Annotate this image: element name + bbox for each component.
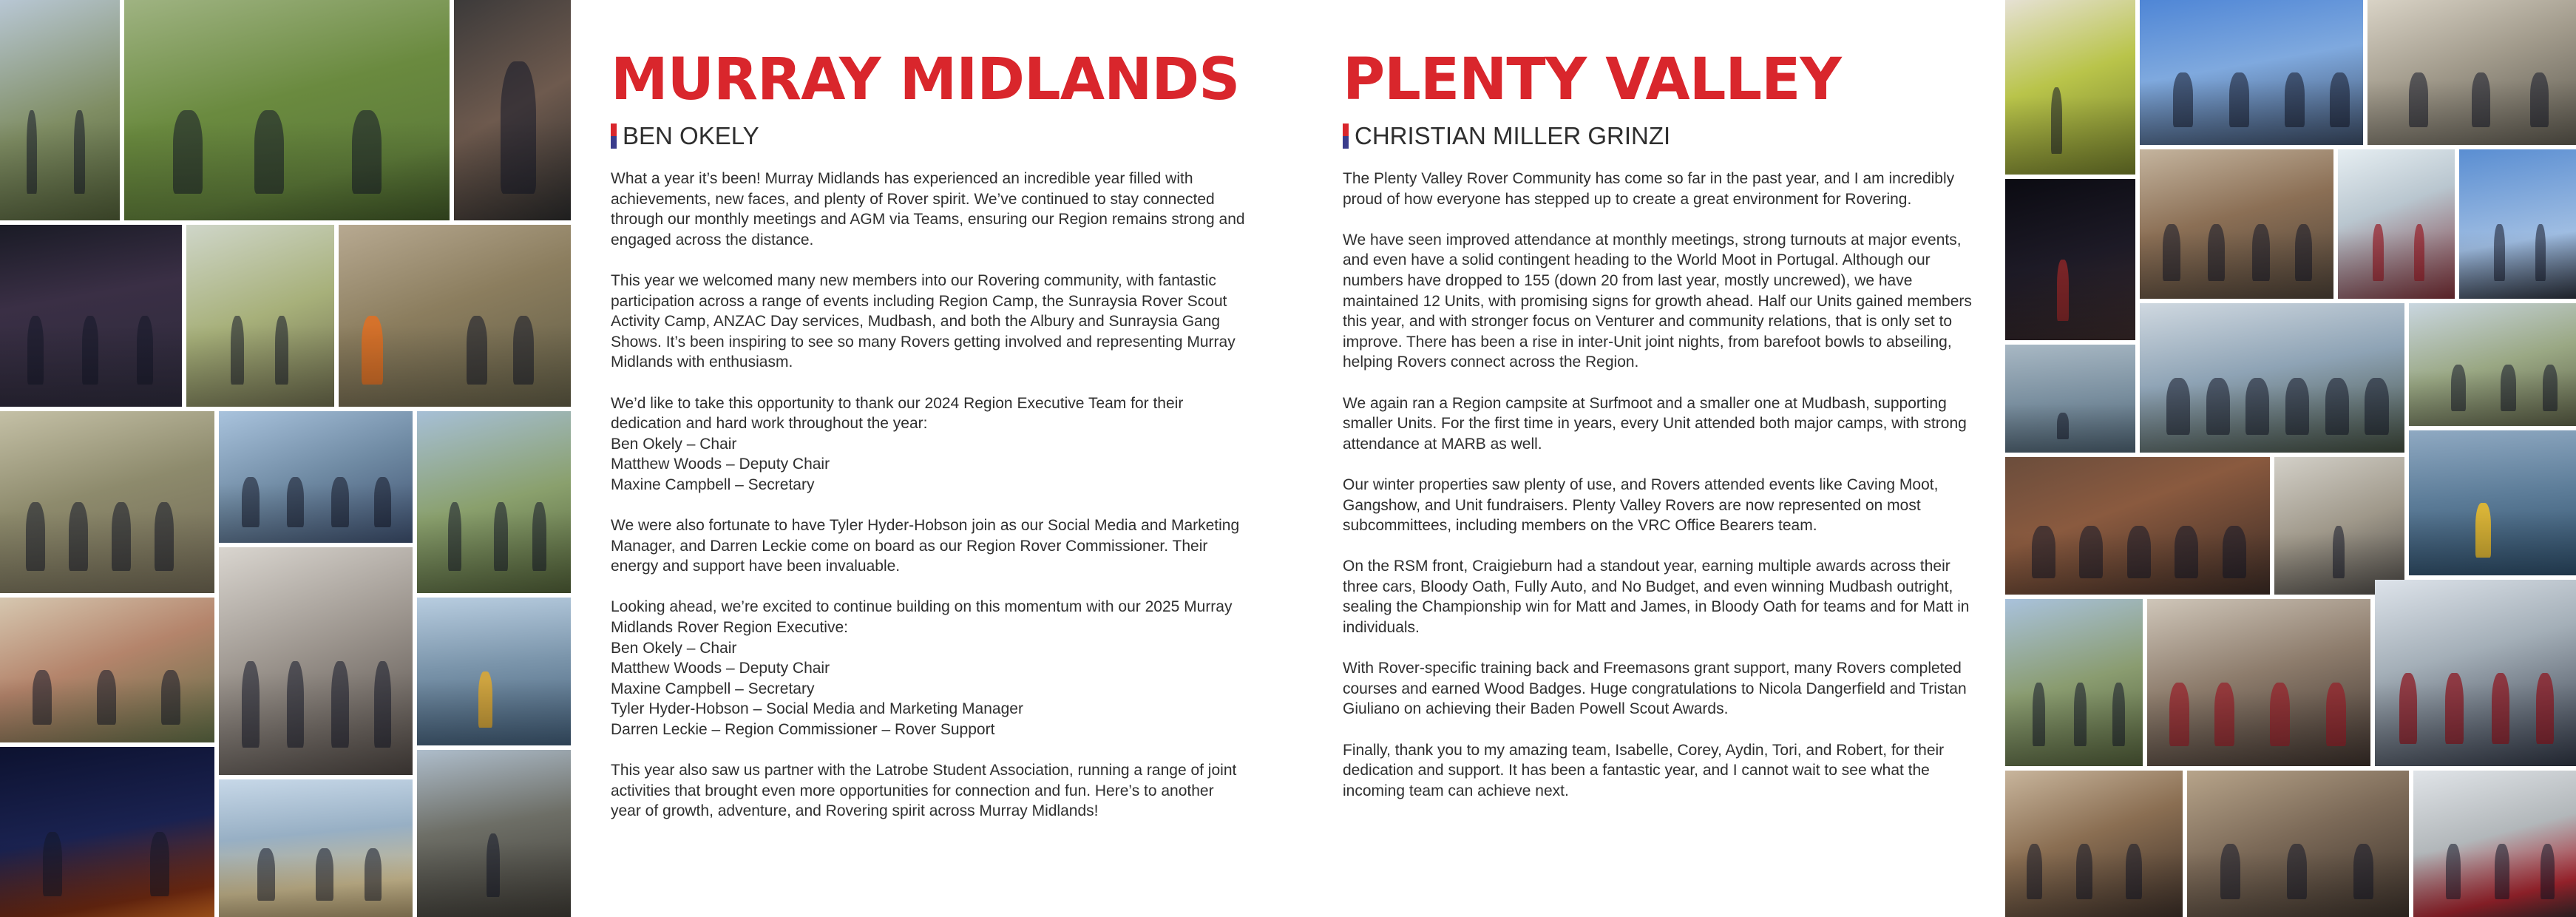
article-author-line (1343, 121, 1979, 151)
article-author-line (611, 121, 1247, 151)
photo-group-jumping-blue-sky (2459, 149, 2576, 299)
article-paragraph: The Plenty Valley Rover Community has come so far in the past year, and I am incredibly proud of how everyone has stepped up to create a great environment for Rovering. (1343, 170, 1955, 208)
right-photo-collage (2005, 0, 2576, 917)
article-paragraph: What a year it’s been! Murray Midlands has experienced an incredible year filled with achievements, new faces, and plenty of Rover spirit. We’ve continued to stay connected through our monthly meetings and AGM via Teams, ensuring our Region remains strong and engaged across the distance. (611, 170, 1245, 248)
article-title: PLENTY VALLEY (1343, 47, 1841, 113)
photo-volunteer-with-poster (2005, 0, 2135, 175)
author-accent-bar (1343, 123, 1349, 149)
photo-campfire-night (0, 747, 214, 917)
article-paragraph: We again ran a Region campsite at Surfmoot and a smaller one at Mudbash, supporting smaller Units. For the first time in years, every Unit attended both major camps, with strong attendance at MARB as well. (1343, 394, 1967, 453)
photo-group-outside-cottage (2005, 599, 2143, 766)
photo-dinner-table-selfie (2187, 771, 2409, 917)
plenty-valley-article (1343, 44, 1979, 822)
photo-night-abseiling (2005, 179, 2135, 340)
article-paragraph: This year also saw us partner with the Latrobe Student Association, running a range of joint activities that brought even more opportunities for connection and fun. Here’s to another year of growth, adventure, and Rovering spirit across Murray Midlands! (611, 762, 1237, 820)
photo-group-picnic-under-tree (124, 0, 450, 220)
photo-rafting-on-lake (417, 598, 571, 745)
article-body (1343, 169, 1979, 801)
article-author: CHRISTIAN MILLER GRINZI (1355, 122, 1671, 149)
photo-costumed-group-indoors (2367, 0, 2576, 145)
author-accent-bar (611, 123, 617, 149)
photo-smashing-axes-mural-group (219, 547, 413, 775)
article-paragraph: We’d like to take this opportunity to thank our 2024 Region Executive Team for their dedication and hard work throughout the year: Ben Okely – Chair Matthew Woods – Deputy Chair Maxine Campbell – Secretary (611, 394, 1184, 493)
photo-rover-in-mask (2274, 457, 2404, 595)
photo-rovers-in-hats-lineup (219, 411, 413, 543)
murray-midlands-article (611, 44, 1247, 842)
photo-group-mountain-lookout (2140, 303, 2404, 453)
left-photo-collage (0, 0, 571, 917)
article-paragraph: We have seen improved attendance at monthly meetings, strong turnouts at major events, and even have a solid contingent heading to the World Moot in Portugal. Although our numbers have dropped to 155 (down 20 from last year, mostly uncrewed), we have maintained 12 Units, with promising signs for growth ahead. Half our Units gained members this year, and with stronger focus on Venturer and community relations, that is only set to improve. There has been a rise in inter-Unit joint nights, from barefoot bowls to abseiling, helping Rovers connect across the Region. (1343, 231, 1972, 371)
photo-rovers-in-hut (186, 225, 334, 407)
article-paragraph: With Rover-specific training back and Freemasons grant support, many Rovers completed courses and earned Wood Badges. Huge congratulations to Nicola Dangerfield and Tristan Giuliano on achieving their Baden Powell Scout Awards. (1343, 660, 1967, 718)
photo-bush-walk-group (339, 225, 571, 407)
photo-barrel-raft-beach (219, 779, 413, 917)
photo-rovers-around-fire-pit (2147, 599, 2370, 766)
photo-costume-party-group (2005, 457, 2270, 595)
article-paragraph: Our winter properties saw plenty of use, and Rovers attended events like Caving Moot, Gangshow, and Unit fundraisers. Plenty Valley Rovers are now represented on most subcommittees, including members on the VRC Office Bearers team. (1343, 476, 1939, 535)
photo-rovers-outside-hall (2140, 149, 2333, 299)
article-paragraph: On the RSM front, Craigieburn had a standout year, earning multiple awards across their three cars, Bloody Oath, Fully Auto, and No Budget, and even winning Mudbash outright, sealing the Championship win for Matt and James, in Bloody Oath for teams and for Matt in individuals. (1343, 558, 1970, 637)
article-author: BEN OKELY (623, 122, 759, 149)
article-paragraph: This year we welcomed many new members into our Rovering community, with fantastic participation across a range of events including Region Camp, the Sunraysia Rover Scout Activity Camp, ANZAC Day services, Mudbash, and both the Albury and Sunraysia Gang Shows. It’s been inspiring to see so many Rovers getting involved and representing Murray Midlands with enthusiasm. (611, 271, 1236, 371)
article-paragraph: We were also fortunate to have Tyler Hyder-Hobson join as our Social Media and Marketing Manager, and Darren Leckie come on board as our Region Rover Commissioner. Their energy and support have been invaluable. (611, 517, 1240, 575)
photo-group-on-snowy-rocks (2140, 0, 2363, 145)
photo-rovers-in-uniform-lineup (2375, 580, 2576, 766)
photo-kayaking-rover (2409, 430, 2576, 575)
article-title: MURRAY MIDLANDS (611, 47, 1240, 113)
photo-rovers-with-scout-flag (2413, 771, 2576, 917)
photo-smashing-axes-night-group (0, 225, 182, 407)
photo-fancy-dress-group (2005, 771, 2183, 917)
photo-group-in-park (417, 411, 571, 593)
photo-rovers-standing-in-uniform (0, 0, 120, 220)
photo-rovers-smiling-hillside (2409, 303, 2576, 426)
photo-laughing-rover-closeup (454, 0, 571, 220)
photo-group-sitting-on-rocks (0, 411, 214, 593)
photo-climbing-tower (417, 750, 571, 917)
article-paragraph: Looking ahead, we’re excited to continue building on this momentum with our 2025 Murray Midlands Rover Region Executive: Ben Okely – Chair Matthew Woods – Deputy Chair Maxine Campbell – Secretary Tyler Hyder-Hobson – Social Media and Marketing Manager Darren Leckie – Region Commissioner – Rover Support (611, 598, 1233, 739)
photo-christmas-party-table (0, 598, 214, 742)
photo-rovers-at-tent-table (2338, 149, 2455, 299)
photo-rovers-in-river (2005, 345, 2135, 453)
article-body (611, 169, 1247, 822)
article-paragraph: Finally, thank you to my amazing team, Isabelle, Corey, Aydin, Tori, and Robert, for their dedication and support. It has been a fantastic year, and I cannot wait to see what the incoming team can achieve next. (1343, 741, 1945, 799)
